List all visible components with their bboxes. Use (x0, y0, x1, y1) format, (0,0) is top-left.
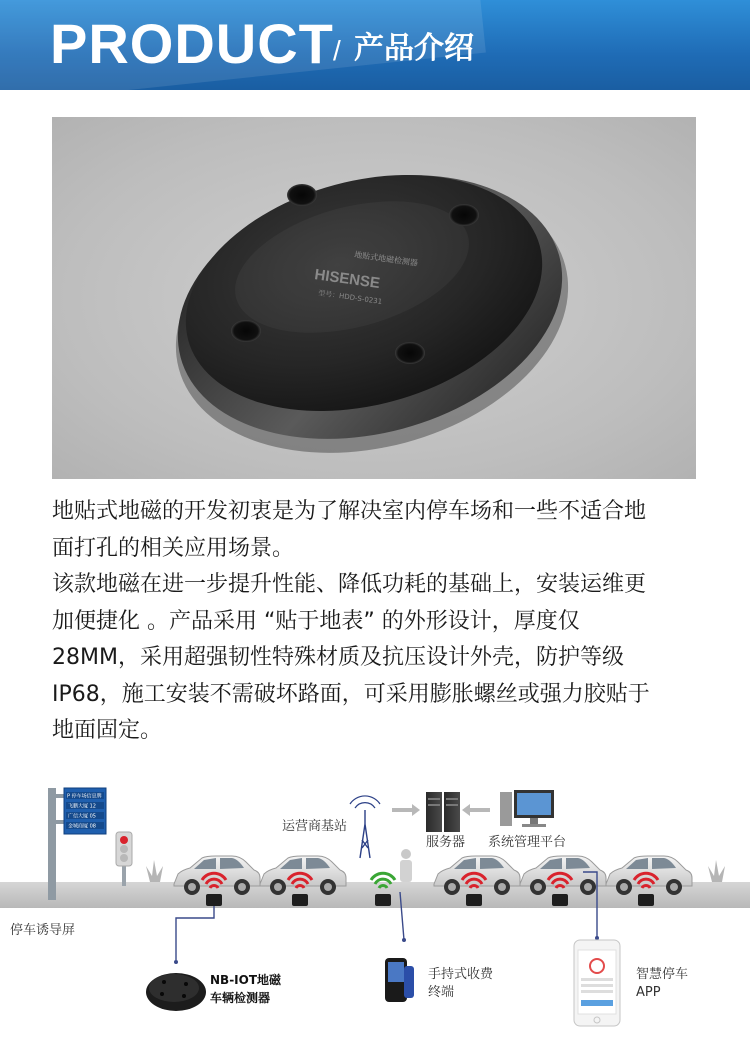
guide-sign-row: 金城商厦 08 (68, 823, 96, 830)
description-line: 地面固定。 (52, 718, 163, 743)
platform-label: 系统管理平台 (488, 835, 567, 850)
description-line: 面打孔的相关应用场景。 (52, 535, 295, 561)
system-diagram (0, 770, 750, 1038)
sensor-icon (206, 894, 222, 906)
header-subtitle: 产品介绍 (354, 31, 474, 66)
traffic-light (116, 832, 132, 886)
sensor-icon (466, 894, 482, 906)
description-line: 28MM，采用超强韧性特殊材质及抗压设计外壳，防护等级 (52, 645, 624, 670)
guide-sign-row: 广信大厦 05 (68, 813, 96, 820)
sensor-icon (292, 894, 308, 906)
magnetometer-disc (145, 135, 599, 479)
sensor-label-line1: NB-IOT地磁 (210, 973, 282, 987)
sensor-icon (552, 894, 568, 906)
product-photo (52, 117, 696, 479)
base-station-tower-icon (350, 796, 380, 858)
device-label: 地贴式地磁检测器 (353, 250, 419, 268)
sensor-icon (375, 894, 391, 906)
guide-screen-label: 停车诱导屏 (10, 923, 76, 938)
base-station-label: 运营商基站 (282, 819, 348, 834)
connector-line (176, 906, 214, 960)
attendant-icon (400, 849, 412, 882)
server-label: 服务器 (426, 835, 466, 850)
guide-sign-row: 飞鹏大厦 12 (68, 803, 96, 810)
sensor-label-line2: 车辆检测器 (210, 991, 271, 1005)
sensor-icon (638, 894, 654, 906)
monitor-icon (500, 790, 554, 827)
handheld-label-line2: 终端 (428, 985, 455, 1000)
guide-sign-header: P 停车场信息牌 (67, 793, 102, 800)
server-icon (426, 792, 460, 832)
handheld-terminal-icon (385, 958, 414, 1002)
smartphone-icon (574, 940, 620, 1026)
handheld-label-line1: 手持式收费 (428, 967, 494, 982)
geomagnetic-sensor-icon (146, 973, 206, 1011)
device-model: 型号：HDD-S-0231 (317, 289, 383, 306)
product-description (52, 494, 702, 750)
header-title: PRODUCT (50, 12, 334, 75)
app-label-line1: 智慧停车 (636, 967, 689, 982)
description-line: 地贴式地磁的开发初衷是为了解决室内停车场和一些不适合地 (52, 499, 647, 524)
device-logo: HISENSE (313, 266, 382, 293)
header-slash: / (333, 35, 341, 66)
description-line: IP68，施工安装不需破坏路面，可采用膨胀螺丝或强力胶贴于 (52, 681, 650, 707)
app-label-line2: APP (636, 985, 661, 1000)
header-banner (0, 0, 750, 90)
description-line: 该款地磁在进一步提升性能、降低功耗的基础上，安装运维更 (52, 572, 647, 597)
description-line: 加便捷化 。产品采用 “贴于地表” 的外形设计，厚度仅 (52, 608, 580, 634)
